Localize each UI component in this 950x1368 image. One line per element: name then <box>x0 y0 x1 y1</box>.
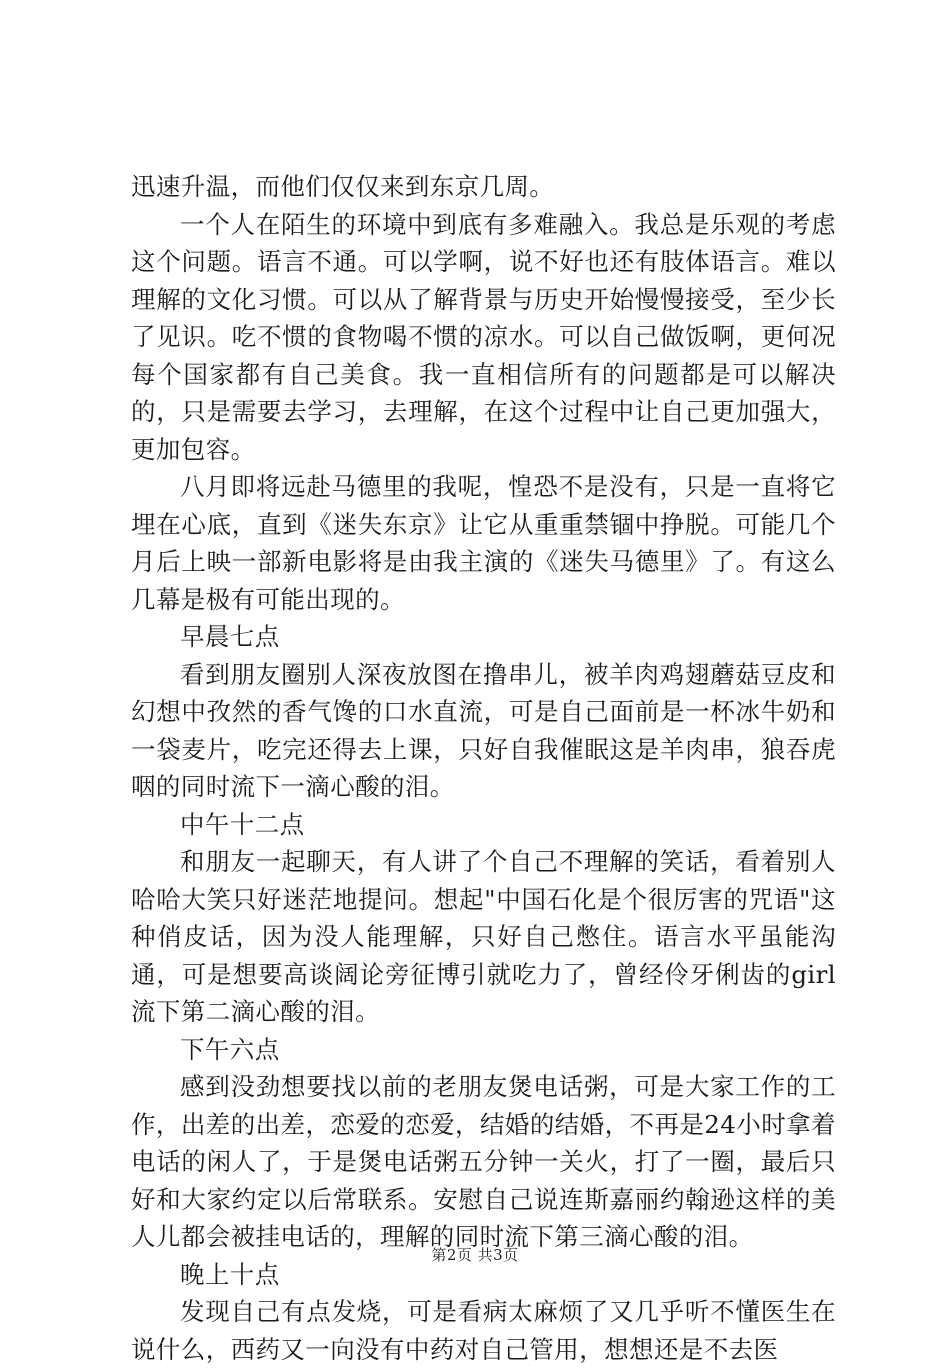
section-heading-noon: 中午十二点 <box>180 809 305 839</box>
paragraph-afternoon: 感到没劲想要找以前的老朋友煲电话粥，可是大家工作的工作，出差的出差，恋爱的恋爱，结婚的结婚，不再是24小时拿着电话的闲人了，于是煲电话粥五分钟一关火，打了一圈，最后只好和大家约定以后常联系。安慰自己说连斯嘉丽约翰逊这样的美人儿都会被挂电话的，理解的同时流下第三滴心酸的泪。 <box>131 1072 836 1251</box>
paragraph-2: 一个人在陌生的环境中到底有多难融入。我总是乐观的考虑这个问题。语言不通。可以学啊，说不好也还有肢体语言。难以理解的文化习惯。可以从了解背景与历史开始慢慢接受，至少长了见识。吃不惯的食物喝不惯的凉水。可以自己做饭啊，更何况每个国家都有自己美食。我一直相信所有的问题都是可以解决的，只是需要去学习，去理解，在这个过程中让自己更加强大，更加包容。 <box>131 209 836 464</box>
paragraph-noon: 和朋友一起聊天，有人讲了个自己不理解的笑话，看着别人哈哈大笑只好迷茫地提问。想起"中国石化是个很厉害的咒语"这种俏皮话，因为没人能理解，只好自己憋住。语言水平虽能沟通，可是想要高谈阔论旁征博引就吃力了，曾经伶牙俐齿的girl流下第二滴心酸的泪。 <box>131 847 836 1026</box>
section-heading-morning: 早晨七点 <box>180 622 280 651</box>
paragraph-1: 迅速升温，而他们仅仅来到东京几周。 <box>131 172 555 201</box>
paragraph-morning: 看到朋友圈别人深夜放图在撸串儿，被羊肉鸡翅蘑菇豆皮和幻想中孜然的香气馋的口水直流，可是自己面前是一杯冰牛奶和一袋麦片，吃完还得去上课，只好自我催眠这是羊肉串，狼吞虎咽的同时流下一滴心酸的泪。 <box>131 659 836 801</box>
section-heading-afternoon: 下午六点 <box>180 1034 280 1064</box>
paragraph-3: 八月即将远赴马德里的我呢，惶恐不是没有，只是一直将它埋在心底，直到《迷失东京》让它从重重禁锢中挣脱。可能几个月后上映一部新电影将是由我主演的《迷失马德里》了。有这么几幕是极有可能出现的。 <box>131 472 836 614</box>
paragraph-night: 发现自己有点发烧，可是看病太麻烦了又几乎听不懂医生在说什么，西药又一向没有中药对自己管用，想想还是不去医 <box>131 1297 836 1364</box>
page-number-footer: 第2页 共3页 <box>431 1246 519 1264</box>
document-body <box>131 168 836 1368</box>
section-heading-night: 晚上十点 <box>180 1259 280 1289</box>
